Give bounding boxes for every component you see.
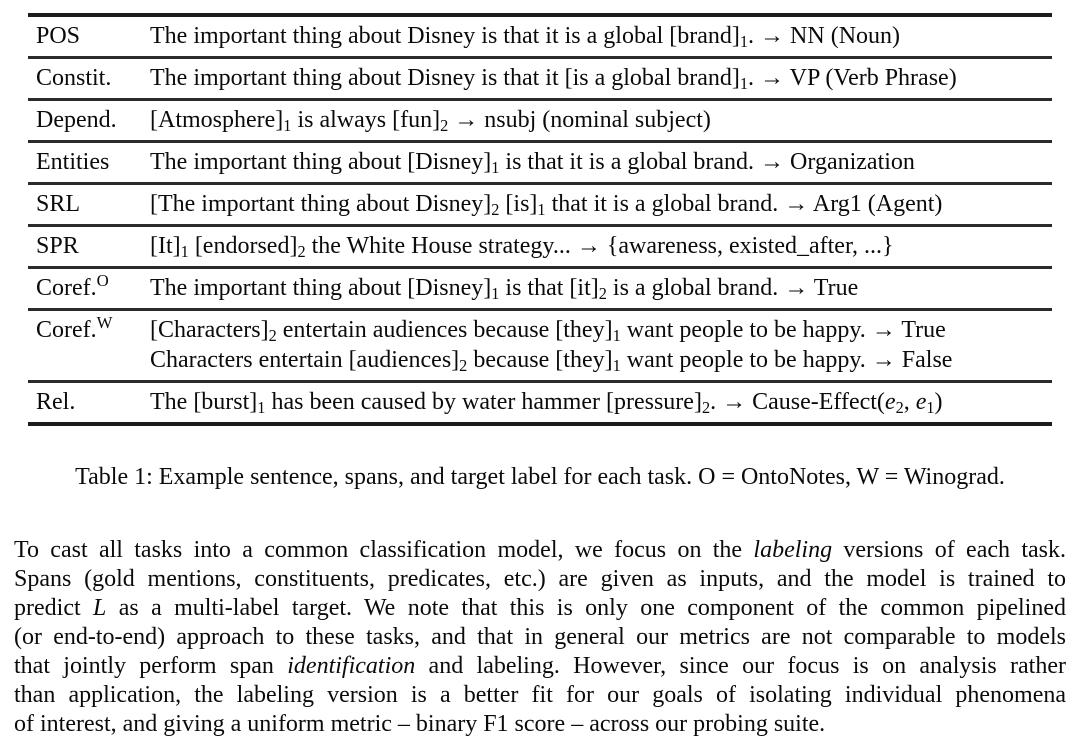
example-line: The important thing about Disney is that it [is a global $brand]_1$. → VP (Verb Phrase) (150, 65, 957, 93)
table-row (28, 383, 1052, 422)
example-line: [The important thing about $Disney]_2$ $[is]_1$ that it is a global brand. → Arg1 (Agent) (150, 191, 943, 219)
example-line: $[Characters]_2$ entertain audiences because $[they]_1$ want people to be happy. → True (150, 317, 946, 345)
paper-page (0, 13, 1080, 753)
task-label: SPR (36, 233, 79, 259)
task-label: Rel. (36, 389, 76, 415)
example-text (150, 231, 1048, 261)
example-text (150, 189, 1048, 219)
body-paragraph (14, 536, 1066, 739)
task-label: Coref.$^O$ (36, 271, 109, 301)
example-text (150, 387, 1048, 417)
table-row (28, 17, 1052, 59)
example-text (150, 105, 1048, 135)
table-row (28, 311, 1052, 383)
task-label: Coref.$^W$ (36, 313, 113, 343)
table-row (28, 143, 1052, 185)
table-row (28, 59, 1052, 101)
example-line: $[It]_1$ $[endorsed]_2$ the White House strategy... → {awareness, existed_after, ...} (150, 233, 894, 261)
example-text (150, 21, 1048, 51)
paragraph-line: of interest, and giving a uniform metric – binary F1 score – across our probing suite. (14, 711, 826, 737)
example-line: $[Atmosphere]_1$ is always $[fun]_2$ → nsubj (nominal subject) (150, 107, 711, 135)
table-caption: Table 1: Example sentence, spans, and target label for each task. O = OntoNotes, W = Winograd. (75, 464, 1005, 490)
example-line: The $[burst]_1$ has been caused by water hammer $[pressure]_2$. → Cause-$Effect(e_2$, $e_1$) (150, 389, 943, 417)
paragraph-line: (or end-to-end) approach to these tasks, and that in general our metrics are not comparable to models (14, 624, 1066, 650)
paragraph-line: Spans (gold mentions, constituents, predicates, etc.) are given as inputs, and the model is trained to (14, 566, 1066, 592)
example-text (150, 147, 1048, 177)
table-row (28, 185, 1052, 227)
task-label: Constit. (36, 65, 112, 91)
paragraph-line: than application, the labeling version is a better fit for our goals of isolating individual phenomena (14, 682, 1066, 708)
example-line: The important thing about $[Disney]_1$ is that it is a global brand. → Organization (150, 149, 915, 177)
example-text (150, 273, 1048, 303)
example-line: Characters entertain $[audiences]_2$ because $[they]_1$ want people to be happy. → False (150, 347, 953, 375)
table-row (28, 227, 1052, 269)
paragraph-line: To cast all tasks into a common classification model, we focus on the labeling versions of each task. (14, 537, 1066, 563)
task-label: Depend. (36, 107, 117, 133)
task-label: POS (36, 23, 81, 49)
task-label: Entities (36, 149, 110, 175)
table-row (28, 101, 1052, 143)
example-text (150, 63, 1048, 93)
paragraph-line: that jointly perform span identification and labeling. However, since our focus is on analysis rather (14, 653, 1066, 679)
example-line: The important thing about $[Disney]_1$ is that $[it]_2$ is a global brand. → True (150, 275, 859, 303)
task-label: SRL (36, 191, 81, 217)
example-line: The important thing about Disney is that it is a global $[brand]_1$. → NN (Noun) (150, 23, 901, 51)
paragraph-line: predict L as a multi-label target. We note that this is only one component of the common pipelined (14, 595, 1066, 621)
example-text (150, 315, 1048, 375)
task-examples-table (28, 13, 1052, 426)
table-row (28, 269, 1052, 311)
